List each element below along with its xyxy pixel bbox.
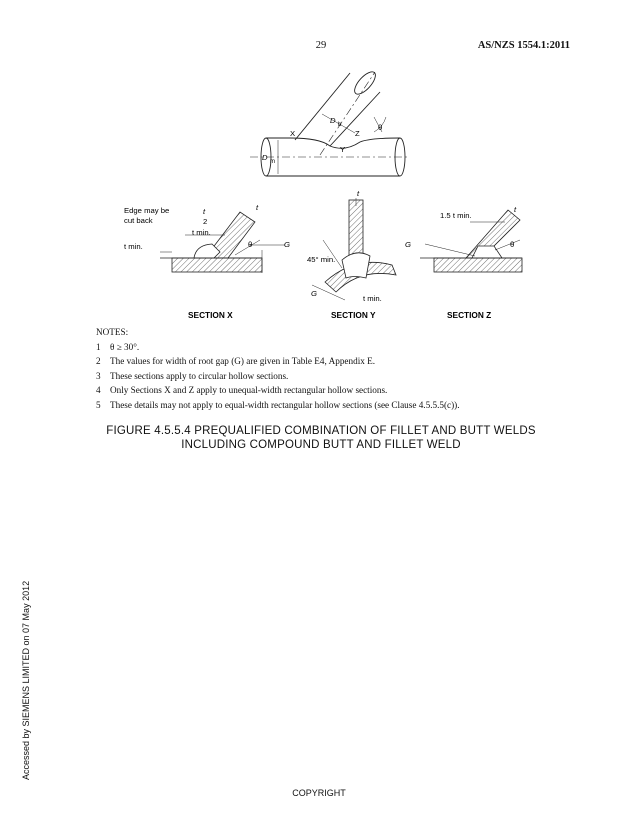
label-y: Y xyxy=(340,145,346,154)
note-item: 5 These details may not apply to equal-width rectangular hollow sections (see Clause 4.5.5.5(c)). xyxy=(96,399,460,410)
label-x: X xyxy=(290,129,296,138)
sx-g: G xyxy=(284,240,290,249)
figure-caption xyxy=(96,424,546,452)
copyright: COPYRIGHT xyxy=(292,788,346,798)
sx-t-half-den: 2 xyxy=(203,217,208,226)
page-number: 29 xyxy=(315,40,327,51)
label-db: D xyxy=(330,116,336,125)
sz-g: G xyxy=(405,240,411,249)
section-x-drawing xyxy=(160,212,285,273)
sx-t-min-left: t min. xyxy=(124,242,143,251)
notes xyxy=(96,325,566,413)
caption-line-1: FIGURE 4.5.5.4 PREQUALIFIED COMBINATION OF FILLET AND BUTT WELDS xyxy=(106,425,536,437)
sy-g: G xyxy=(311,289,317,298)
note-item: 2 The values for width of root gap (G) are given in Table E4, Appendix E. xyxy=(96,356,376,367)
sz-t-min: 1.5 t min. xyxy=(440,211,472,220)
caption-line-2: INCLUDING COMPOUND BUTT AND FILLET WELD xyxy=(181,439,461,451)
label-theta: θ xyxy=(378,123,383,132)
label-dm-sub: m xyxy=(270,159,275,165)
notes-heading: NOTES: xyxy=(96,327,129,337)
sx-edge-note-2: cut back xyxy=(124,216,153,225)
sy-angle: 45° min. xyxy=(307,255,336,264)
note-item: 4 Only Sections X and Z apply to unequal-width rectangular hollow sections. xyxy=(96,385,388,396)
section-x-label: SECTION X xyxy=(188,310,233,320)
section-y-drawing xyxy=(312,198,396,300)
sx-t-half-num: t xyxy=(203,207,206,216)
label-z: Z xyxy=(355,129,360,138)
label-db-sub: b xyxy=(338,122,342,128)
label-dm: D xyxy=(262,153,268,162)
access-side-note: Accessed by SIEMENS LIMITED on 07 May 2012 xyxy=(21,580,31,780)
note-item: 3 These sections apply to circular hollow sections. xyxy=(96,370,289,381)
sy-t: t xyxy=(357,189,360,198)
sx-t-min: t min. xyxy=(192,228,211,237)
sy-t-min: t min. xyxy=(363,294,382,303)
section-z-label: SECTION Z xyxy=(447,310,492,320)
note-item: 1 θ ≥ 30°. xyxy=(96,341,140,352)
sz-t: t xyxy=(514,205,517,214)
sx-t: t xyxy=(256,203,259,212)
sz-theta: θ xyxy=(510,240,515,249)
section-y-label: SECTION Y xyxy=(331,310,376,320)
standard-code: AS/NZS 1554.1:2011 xyxy=(477,40,570,51)
sx-edge-note-1: Edge may be xyxy=(124,206,170,215)
weld-figure xyxy=(90,58,570,326)
sx-theta: θ xyxy=(248,240,253,249)
